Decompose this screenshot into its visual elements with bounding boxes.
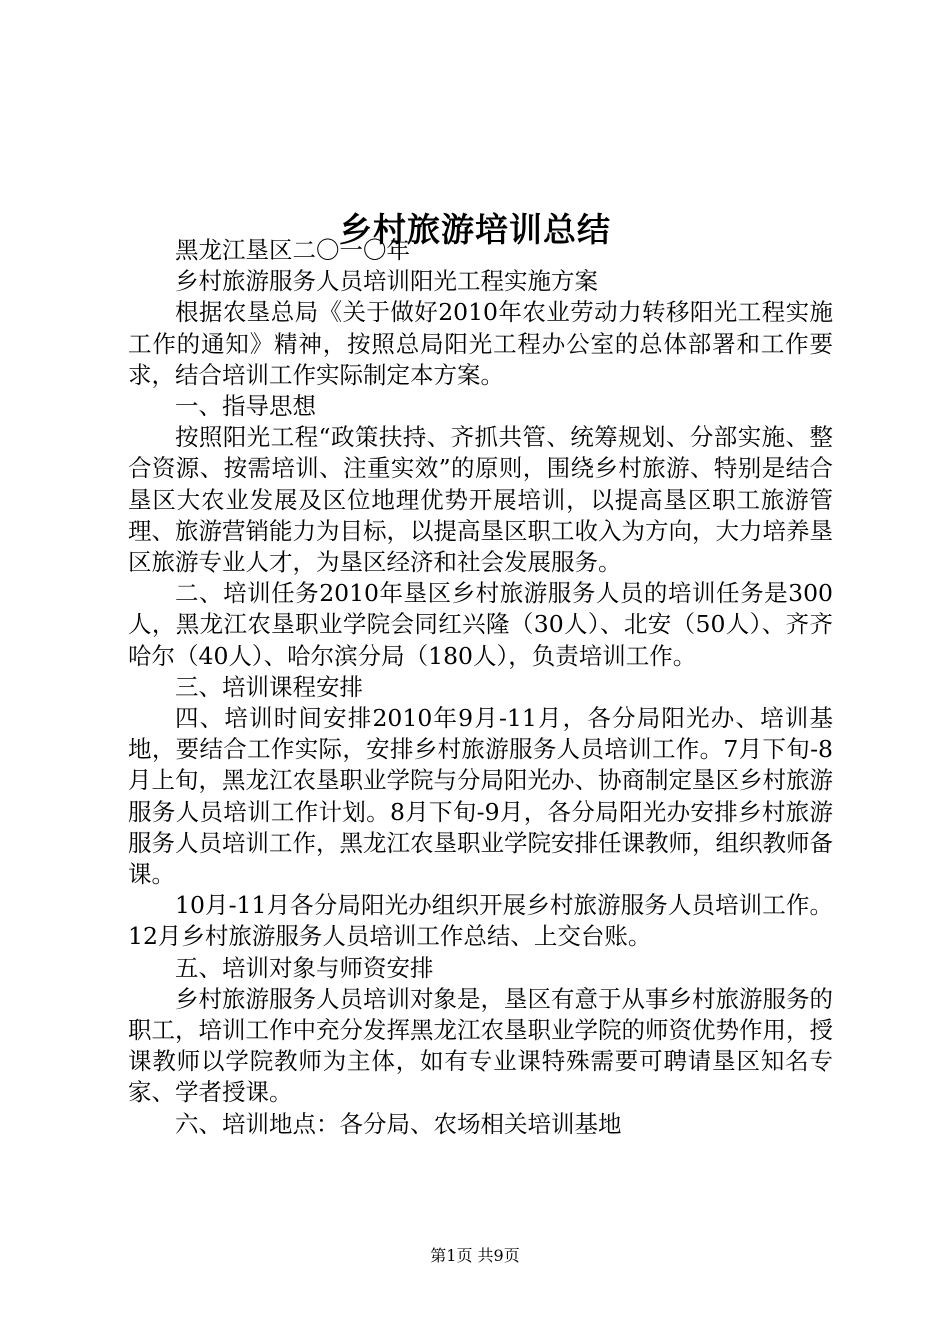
paragraph-region-year: 黑龙江垦区二〇一〇年 <box>175 236 410 264</box>
paragraph-guiding-ideology: 按照阳光工程“政策扶持、齐抓共管、统筹规划、分部实施、整合资源、按需培训、注重实效”的原则，围绕乡村旅游、特别是结合垦区大农业发展及区位地理优势开展培训，以提高垦区职工旅游管理、旅游营销能力为目标，以提高垦区职工收入为方向，大力培养垦区旅游专业人才，为垦区经济和社会发展服务。 <box>128 423 833 577</box>
paragraph-schedule: 四、培训时间安排2010年9月-11月，各分局阳光办、培训基地，要结合工作实际，安排乡村旅游服务人员培训工作。7月下旬-8月上旬，黑龙江农垦职业学院与分局阳光办、协商制定垦区乡村旅游服务人员培训工作计划。8月下旬-9月，各分局阳光办安排乡村旅游服务人员培训工作，黑龙江农垦职业学院安排任课教师，组织教师备课。 <box>128 704 833 889</box>
paragraph-training-tasks: 二、培训任务2010年垦区乡村旅游服务人员的培训任务是300人，黑龙江农垦职业学院会同红兴隆（30人）、北安（50人）、齐齐哈尔（40人）、哈尔滨分局（180人），负责培训工作。 <box>128 579 833 670</box>
document-title: 乡村旅游培训总结 <box>339 210 611 250</box>
document-body <box>128 235 833 1140</box>
paragraph-training-location: 六、培训地点：各分局、农场相关培训基地 <box>175 1109 622 1138</box>
paragraph-basis: 根据农垦总局《关于做好2010年农业劳动力转移阳光工程实施工作的通知》精神，按照总局阳光工程办公室的总体部署和工作要求，结合培训工作实际制定本方案。 <box>128 298 833 389</box>
heading-trainees-and-teachers: 五、培训对象与师资安排 <box>175 953 434 982</box>
heading-course-arrangement: 三、培训课程安排 <box>175 672 363 701</box>
heading-guiding-ideology: 一、指导思想 <box>175 392 316 421</box>
paragraph-plan-title: 乡村旅游服务人员培训阳光工程实施方案 <box>175 267 598 296</box>
paragraph-trainees-and-teachers: 乡村旅游服务人员培训对象是，垦区有意于从事乡村旅游服务的职工，培训工作中充分发挥黑龙江农垦职业学院的师资优势作用，授课教师以学院教师为主体，如有专业课特殊需要可聘请垦区知名专家、学者授课。 <box>128 984 833 1107</box>
page-number-footer: 第1页 共9页 <box>430 1246 520 1265</box>
paragraph-schedule-continued: 10月-11月各分局阳光办组织开展乡村旅游服务人员培训工作。12月乡村旅游服务人员培训工作总结、上交台账。 <box>128 891 833 951</box>
